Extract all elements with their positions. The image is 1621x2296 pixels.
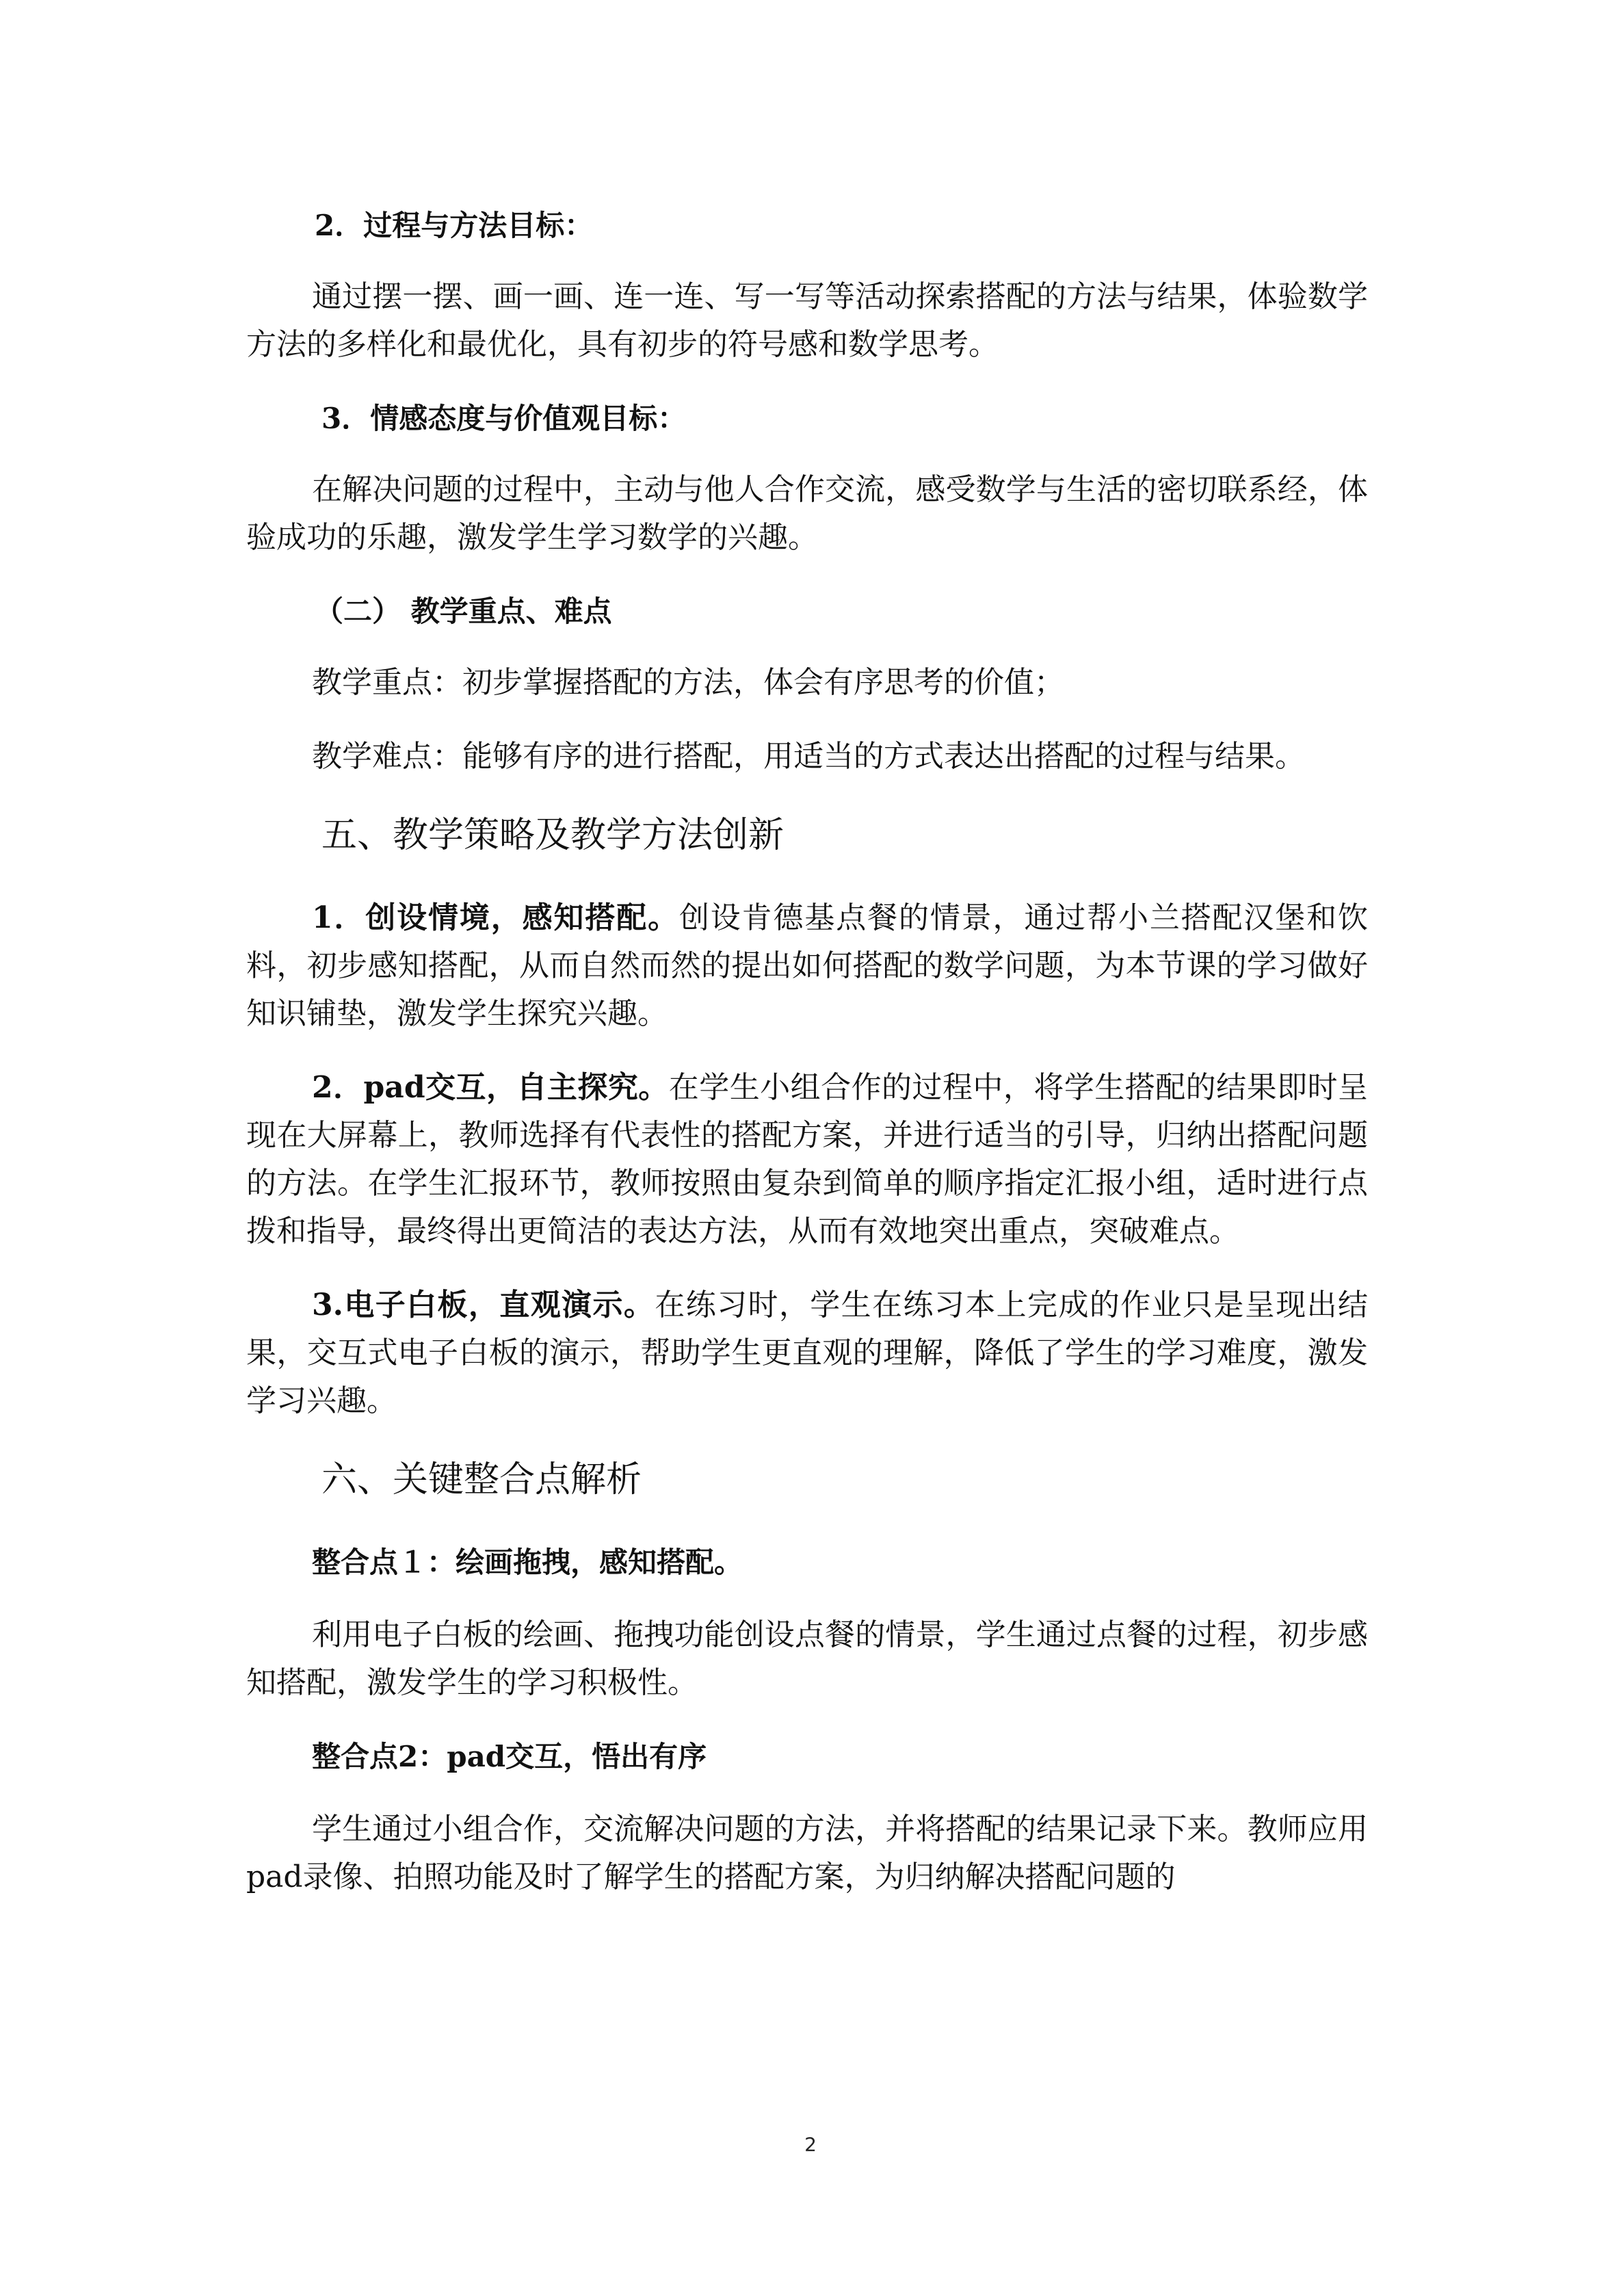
- strategy-item-3-text: 在练习时，学生在练习本上完成的作业只是呈现出结果，交互式电子白板的演示，帮助学生更直观的理解，降低了学生的学习难度，激发学习兴趣。: [246, 1288, 1369, 1418]
- strategy-item-1-lead: 1．创设情境，感知搭配。: [312, 900, 679, 935]
- process-method-goal-text: 通过摆一摆、画一画、连一连、写一写等活动探索搭配的方法与结果，体验数学方法的多样化和最优化，具有初步的符号感和数学思考。: [246, 279, 1368, 362]
- strategy-item-1-text: 创设肯德基点餐的情景，通过帮小兰搭配汉堡和饮料，初步感知搭配，从而自然而然的提出如何搭配的数学问题，为本节课的学习做好知识铺垫，激发学生探究兴趣。: [246, 900, 1368, 1031]
- teaching-difficulty-text: 教学难点：能够有序的进行搭配，用适当的方式表达出搭配的过程与结果。: [312, 739, 1305, 774]
- strategy-item-3-lead: 3.电子白板，直观演示。: [312, 1288, 655, 1322]
- page-number: 2: [804, 2133, 817, 2156]
- strategy-item-2-lead: 2．pad交互，自主探究。: [312, 1070, 669, 1105]
- integration-point-1-title: 整合点１：绘画拖拽，感知搭配。: [312, 1545, 743, 1579]
- emotion-value-goal-text: 在解决问题的过程中，主动与他人合作交流，感受数学与生活的密切联系经，体验成功的乐趣，激发学生学习数学的兴趣。: [246, 472, 1368, 555]
- page-content: [246, 202, 1368, 1927]
- integration-point-2-text: 学生通过小组合作，交流解决问题的方法，并将搭配的结果记录下来。教师应用pad录像、拍照功能及时了解学生的搭配方案，为归纳解决搭配问题的: [246, 1812, 1368, 1894]
- strategy-item-1: [246, 894, 1368, 1038]
- teaching-focus-text: 教学重点：初步掌握搭配的方法，体会有序思考的价值；: [312, 665, 1064, 700]
- strategy-item-2: [246, 1064, 1368, 1255]
- integration-point-2-title: 整合点2：pad交互，悟出有序: [312, 1740, 707, 1773]
- process-method-goal-heading: 2．过程与方法目标：: [315, 209, 594, 242]
- strategy-item-2-text: 在学生小组合作的过程中，将学生搭配的结果即时呈现在大屏幕上，教师选择有代表性的搭配方案，并进行适当的引导，归纳出搭配问题的方法。在学生汇报环节，教师按照由复杂到简单的顺序指定汇报小组，适时进行点拨和指导，最终得出更简洁的表达方法，从而有效地突出重点，突破难点。: [246, 1070, 1369, 1249]
- section-six-heading: 六、关键整合点解析: [321, 1459, 642, 1500]
- emotion-value-goal-heading: 3．情感态度与价值观目标：: [321, 402, 687, 435]
- strategy-item-3: [246, 1281, 1368, 1425]
- section-five-heading: 五、教学策略及教学方法创新: [321, 815, 785, 856]
- integration-point-1-text: 利用电子白板的绘画、拖拽功能创设点餐的情景，学生通过点餐的过程，初步感知搭配，激发学生的学习积极性。: [246, 1617, 1368, 1700]
- key-difficult-points-heading: （二） 教学重点、难点: [315, 595, 612, 628]
